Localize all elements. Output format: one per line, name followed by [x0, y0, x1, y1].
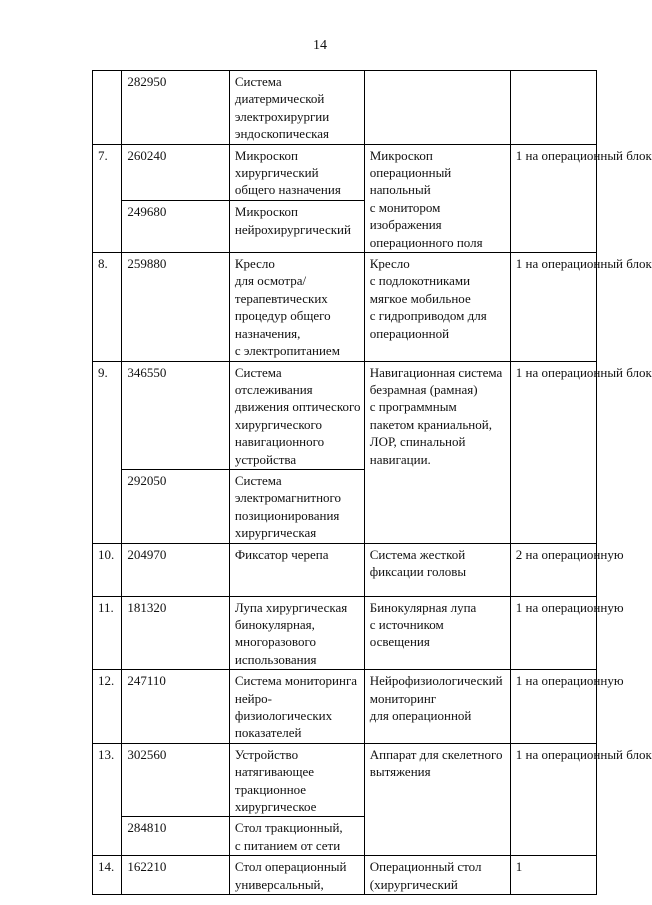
- item-quantity: 1 на операционный блок: [510, 253, 596, 361]
- item-code: 204970: [122, 543, 229, 596]
- item-name: Лупа хирургическая бинокулярная, многоразового использования: [229, 596, 364, 670]
- equipment-table: [92, 70, 652, 895]
- item-name: Фиксатор черепа: [229, 543, 364, 596]
- item-description: Операционный стол (хирургический: [364, 856, 510, 895]
- table-row: [93, 71, 597, 145]
- item-name: Система диатермической электрохирургии эндоскопическая: [229, 71, 364, 145]
- item-code: 181320: [122, 596, 229, 670]
- item-quantity: 1 на операционный блок: [510, 743, 596, 855]
- item-code: 162210: [122, 856, 229, 895]
- item-quantity: 1 на операционную: [510, 670, 596, 744]
- item-description: Бинокулярная лупа с источником освещения: [364, 596, 510, 670]
- item-description: Нейрофизиологический мониторинг для операционной: [364, 670, 510, 744]
- page-number: 14: [313, 38, 327, 53]
- item-code: 259880: [122, 253, 229, 361]
- row-number: 11.: [93, 596, 122, 670]
- row-number: 7.: [93, 144, 122, 252]
- item-quantity: 2 на операционную: [510, 543, 596, 596]
- row-number: 10.: [93, 543, 122, 596]
- item-description: Микроскоп операционный напольный с монитором изображения операционного поля: [364, 144, 510, 252]
- item-description: Кресло с подлокотниками мягкое мобильное с гидроприводом для операционной: [364, 253, 510, 361]
- item-description: [364, 71, 510, 145]
- table-row: [93, 361, 597, 469]
- item-name: Микроскоп нейрохирургический: [229, 201, 364, 253]
- row-number: 14.: [93, 856, 122, 895]
- item-code: 282950: [122, 71, 229, 145]
- item-name: Система электромагнитного позиционирования хирургическая: [229, 469, 364, 543]
- item-name: Кресло для осмотра/ терапевтических процедур общего назначения, с электропитанием: [229, 253, 364, 361]
- table-row: [93, 144, 597, 201]
- row-number: 9.: [93, 361, 122, 543]
- item-name: Система мониторинга нейро- физиологических показателей: [229, 670, 364, 744]
- item-quantity: 1 на операционную: [510, 596, 596, 670]
- item-description: Система жесткой фиксации головы: [364, 543, 510, 596]
- table-row: [93, 253, 597, 361]
- table-row: [93, 543, 597, 596]
- row-number: 12.: [93, 670, 122, 744]
- item-code: 346550: [122, 361, 229, 469]
- item-name: Микроскоп хирургический общего назначения: [229, 144, 364, 201]
- table-row: [93, 743, 597, 817]
- row-number: 13.: [93, 743, 122, 855]
- item-description: Аппарат для скелетного вытяжения: [364, 743, 510, 855]
- item-name: Устройство натягивающее тракционное хирургическое: [229, 743, 364, 817]
- item-quantity: 1 на операционный блок: [510, 361, 596, 543]
- table-row: [93, 670, 597, 744]
- item-code: 302560: [122, 743, 229, 817]
- item-code: 284810: [122, 817, 229, 856]
- item-name: Стол операционный универсальный,: [229, 856, 364, 895]
- item-quantity: [510, 71, 596, 145]
- item-name: Система отслеживания движения оптического хирургического навигационного устройства: [229, 361, 364, 469]
- item-quantity: 1: [510, 856, 596, 895]
- item-quantity: 1 на операционный блок: [510, 144, 596, 252]
- item-code: 249680: [122, 201, 229, 253]
- table-row: [93, 856, 597, 895]
- item-code: 247110: [122, 670, 229, 744]
- item-code: 260240: [122, 144, 229, 201]
- row-number: 8.: [93, 253, 122, 361]
- item-description: Навигационная система безрамная (рамная) с программным пакетом краниальной, ЛОР, спинальной навигации.: [364, 361, 510, 543]
- row-number: [93, 71, 122, 145]
- table-row: [93, 596, 597, 670]
- item-code: 292050: [122, 469, 229, 543]
- item-name: Стол тракционный, с питанием от сети: [229, 817, 364, 856]
